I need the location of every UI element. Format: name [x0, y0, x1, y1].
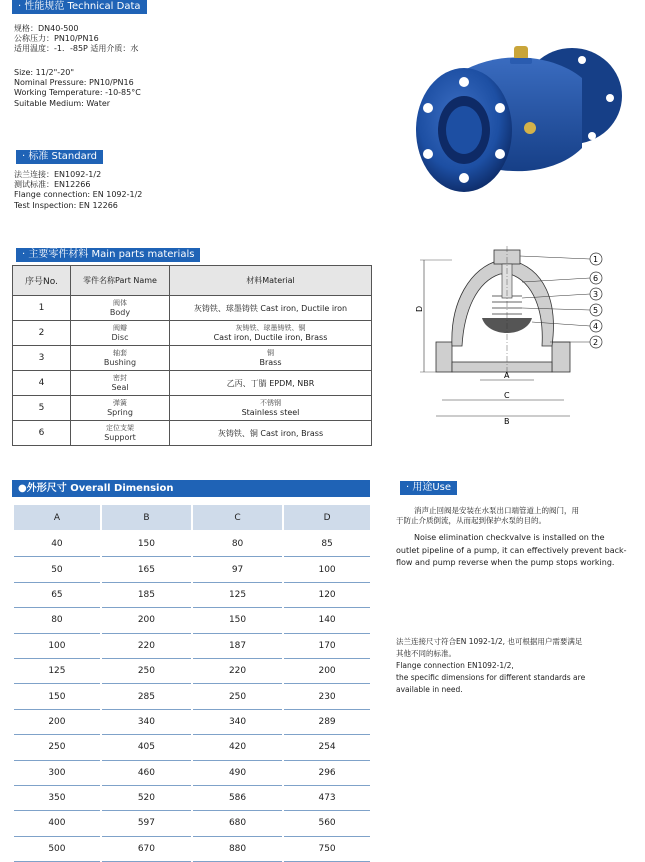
dim-cell: 85: [283, 531, 370, 557]
dim-cell: 597: [101, 811, 192, 836]
dim-cell: 50: [14, 557, 101, 582]
standard-header: · 标准 Standard: [16, 150, 103, 164]
dim-cell: 405: [101, 735, 192, 760]
table-row: [14, 836, 370, 861]
dim-cell: 490: [192, 760, 283, 785]
col-mat-en: Material: [262, 276, 295, 285]
standard-line: Test Inspection: EN 12266: [14, 200, 118, 210]
row-no: 2: [13, 321, 71, 346]
use-en-block: [396, 532, 627, 570]
technical-line: Suitable Medium: Water: [14, 98, 111, 108]
table-row: [14, 811, 370, 836]
part-cn: 阀瓣: [113, 324, 127, 332]
col-material: [170, 266, 372, 296]
row-material: [170, 421, 372, 446]
table-row: [13, 371, 372, 396]
dimension-head: [14, 505, 370, 531]
dim-cell: 340: [101, 709, 192, 734]
row-material: [170, 321, 372, 346]
part-en: Support: [104, 433, 136, 442]
dim-cell: 560: [283, 811, 370, 836]
mat-en: 灰铸铁、铜 Cast iron, Brass: [217, 428, 324, 438]
callout-label: 1: [593, 255, 599, 264]
table-row: [14, 633, 370, 658]
dim-cell: 97: [192, 557, 283, 582]
dim-cell: 670: [101, 836, 192, 861]
mat-en: 灰铸铁、球墨铸铁 Cast iron, Ductile iron: [193, 303, 348, 313]
use-en-line: Noise elimination checkvalve is installed on the: [414, 533, 605, 542]
use-cn-line: 消声止回阀是安装在水泵出口端管道上的阀门，用: [414, 506, 579, 515]
mat-cn: 不锈钢: [260, 399, 281, 407]
callout-label: 5: [593, 306, 599, 315]
left-flange: [436, 342, 452, 372]
use-en-line: outlet pipeline of a pump, it can effectively prevent back-: [396, 545, 627, 555]
valve-photo: [412, 38, 625, 200]
mat-en: Cast iron, Ductile iron, Brass: [213, 333, 328, 342]
bolt-hole: [578, 56, 586, 64]
standard-line: 测试标准：EN12266: [14, 180, 91, 190]
standard-line: 法兰连接：EN1092-1/2: [14, 170, 102, 179]
dim-a-label: A: [504, 371, 510, 380]
bolt-hole: [495, 149, 505, 159]
col-part-cn: 零件名称: [83, 276, 116, 285]
table-row: [14, 582, 370, 607]
flange-note-line: 其他不同的标准。: [396, 649, 456, 658]
dim-cell: 200: [283, 658, 370, 683]
dim-cell: 350: [14, 785, 101, 810]
part-cn: 定位支架: [106, 424, 134, 432]
dim-cell: 65: [14, 582, 101, 607]
dim-col: B: [101, 505, 192, 531]
row-material: [170, 296, 372, 321]
use-header: · 用途Use: [400, 481, 457, 495]
table-row: [14, 785, 370, 810]
col-no: 序号No.: [13, 266, 71, 296]
bolt-hole: [423, 103, 433, 113]
row-part: [71, 346, 170, 371]
table-row: [13, 396, 372, 421]
dim-cell: 100: [283, 557, 370, 582]
table-row: [14, 760, 370, 785]
dim-cell: 520: [101, 785, 192, 810]
row-material: [170, 346, 372, 371]
dim-col: C: [192, 505, 283, 531]
drain-plug: [524, 122, 536, 134]
dim-cell: 230: [283, 684, 370, 709]
table-row: [14, 608, 370, 633]
dim-cell: 680: [192, 811, 283, 836]
dim-cell: 185: [101, 582, 192, 607]
parts-table-head: [13, 266, 372, 296]
dim-cell: 340: [192, 709, 283, 734]
use-cn-block: [396, 506, 579, 526]
parts-header: · 主要零件材料 Main parts materials: [16, 248, 200, 262]
flange-note-line: 法兰连接尺寸符合EN 1092-1/2, 也可根据用户需要满足: [396, 637, 583, 646]
bolt-hole: [459, 77, 469, 87]
table-row: [13, 296, 372, 321]
callout-label: 3: [593, 290, 599, 299]
dim-cell: 420: [192, 735, 283, 760]
dimension-header: ●外形尺寸 Overall Dimension: [12, 480, 370, 497]
callout-label: 4: [593, 322, 599, 331]
dim-col: D: [283, 505, 370, 531]
row-part: [71, 421, 170, 446]
row-part: [71, 371, 170, 396]
dim-cell: 150: [101, 531, 192, 557]
dim-cell: 250: [101, 658, 192, 683]
dim-cell: 473: [283, 785, 370, 810]
bolt-hole: [423, 149, 433, 159]
dim-cell: 460: [101, 760, 192, 785]
table-row: [14, 709, 370, 734]
dim-cell: 80: [192, 531, 283, 557]
part-cn: 阀体: [113, 299, 127, 307]
part-cn: 弹簧: [113, 399, 127, 407]
dim-cell: 220: [192, 658, 283, 683]
col-mat-cn: 材料: [246, 276, 263, 285]
part-en: Spring: [107, 408, 133, 417]
row-no: 5: [13, 396, 71, 421]
dim-cell: 187: [192, 633, 283, 658]
dim-cell: 880: [192, 836, 283, 861]
technical-en-block: [14, 68, 141, 109]
dim-cell: 254: [283, 735, 370, 760]
flange-note-line: Flange connection EN1092-1/2,: [396, 661, 514, 670]
row-no: 4: [13, 371, 71, 396]
dim-cell: 80: [14, 608, 101, 633]
technical-header: · 性能规范 Technical Data: [12, 0, 147, 14]
standard-block: [14, 170, 142, 211]
dim-cell: 165: [101, 557, 192, 582]
row-no: 1: [13, 296, 71, 321]
dim-c-label: C: [504, 391, 510, 400]
dim-cell: 140: [283, 608, 370, 633]
dim-cell: 125: [192, 582, 283, 607]
bolt-hole: [588, 132, 596, 140]
table-row: [13, 321, 372, 346]
dim-cell: 250: [192, 684, 283, 709]
right-flange: [552, 342, 570, 372]
technical-line: Working Temperature: -10-85°C: [14, 88, 141, 98]
technical-line: Size: 11/2"-20": [14, 68, 75, 77]
col-part-name: [71, 266, 170, 296]
dim-cell: 400: [14, 811, 101, 836]
dim-cell: 150: [14, 684, 101, 709]
table-row: [13, 346, 372, 371]
table-row: [14, 684, 370, 709]
dim-cell: 125: [14, 658, 101, 683]
bolt-hole: [495, 103, 505, 113]
part-en: Bushing: [103, 358, 137, 367]
mat-en: 乙丙、丁腈 EPDM, NBR: [226, 378, 315, 388]
parts-table: [12, 265, 372, 446]
dim-cell: 100: [14, 633, 101, 658]
dim-cell: 296: [283, 760, 370, 785]
dim-cell: 200: [14, 709, 101, 734]
dim-cell: 170: [283, 633, 370, 658]
dimension-table: [14, 505, 370, 862]
standard-line: Flange connection: EN 1092-1/2: [14, 190, 143, 200]
technical-line: Nominal Pressure: PN10/PN16: [14, 78, 134, 88]
flange-note: [396, 636, 585, 696]
dim-cell: 300: [14, 760, 101, 785]
dim-cell: 200: [101, 608, 192, 633]
mat-cn: 灰铸铁、球墨铸铁、铜: [235, 324, 306, 332]
flange-note-line: the specific dimensions for different standards are: [396, 673, 586, 682]
dim-cell: 220: [101, 633, 192, 658]
dim-d-label: D: [415, 305, 424, 312]
brass-plug: [514, 46, 528, 60]
use-cn-line: 于防止介质倒流，从而起到保护水泵的目的。: [396, 516, 546, 526]
callout-label: 6: [593, 274, 599, 283]
dim-cell: 150: [192, 608, 283, 633]
dim-cell: 250: [14, 735, 101, 760]
section-diagram: [410, 242, 622, 424]
table-row: [14, 531, 370, 557]
technical-line: 规格：DN40-500: [14, 24, 79, 33]
mat-en: Brass: [259, 358, 282, 367]
dim-cell: 120: [283, 582, 370, 607]
dim-cell: 500: [14, 836, 101, 861]
dim-col: A: [14, 505, 101, 531]
table-row: [14, 658, 370, 683]
part-cn: 轴套: [113, 349, 127, 357]
row-part: [71, 296, 170, 321]
mat-cn: 铜: [267, 349, 274, 357]
col-part-en: Part Name: [115, 276, 157, 285]
flange-note-line: available in need.: [396, 685, 463, 694]
table-row: [14, 735, 370, 760]
dim-cell: 750: [283, 836, 370, 861]
bolt-hole: [606, 94, 614, 102]
row-material: [170, 371, 372, 396]
table-row: [14, 557, 370, 582]
table-row: [13, 421, 372, 446]
callout-label: 2: [593, 338, 599, 347]
dim-b-label: B: [504, 417, 510, 424]
dim-cell: 586: [192, 785, 283, 810]
row-part: [71, 396, 170, 421]
row-no: 3: [13, 346, 71, 371]
part-cn: 密封: [113, 374, 127, 382]
technical-line: 适用温度：-1．-85P 适用介质：水: [14, 44, 139, 54]
part-en: Body: [109, 308, 131, 317]
technical-line: 公称压力：PN10/PN16: [14, 34, 99, 44]
row-material: [170, 396, 372, 421]
dim-cell: 285: [101, 684, 192, 709]
mat-en: Stainless steel: [241, 408, 300, 417]
part-en: Seal: [111, 383, 129, 392]
dim-cell: 289: [283, 709, 370, 734]
dim-cell: 40: [14, 531, 101, 557]
bolt-hole: [459, 173, 469, 183]
technical-cn-block: [14, 24, 138, 55]
part-en: Disc: [111, 333, 129, 342]
row-part: [71, 321, 170, 346]
use-en-line: flow and pump reverse when the pump stops working.: [396, 558, 615, 567]
row-no: 6: [13, 421, 71, 446]
